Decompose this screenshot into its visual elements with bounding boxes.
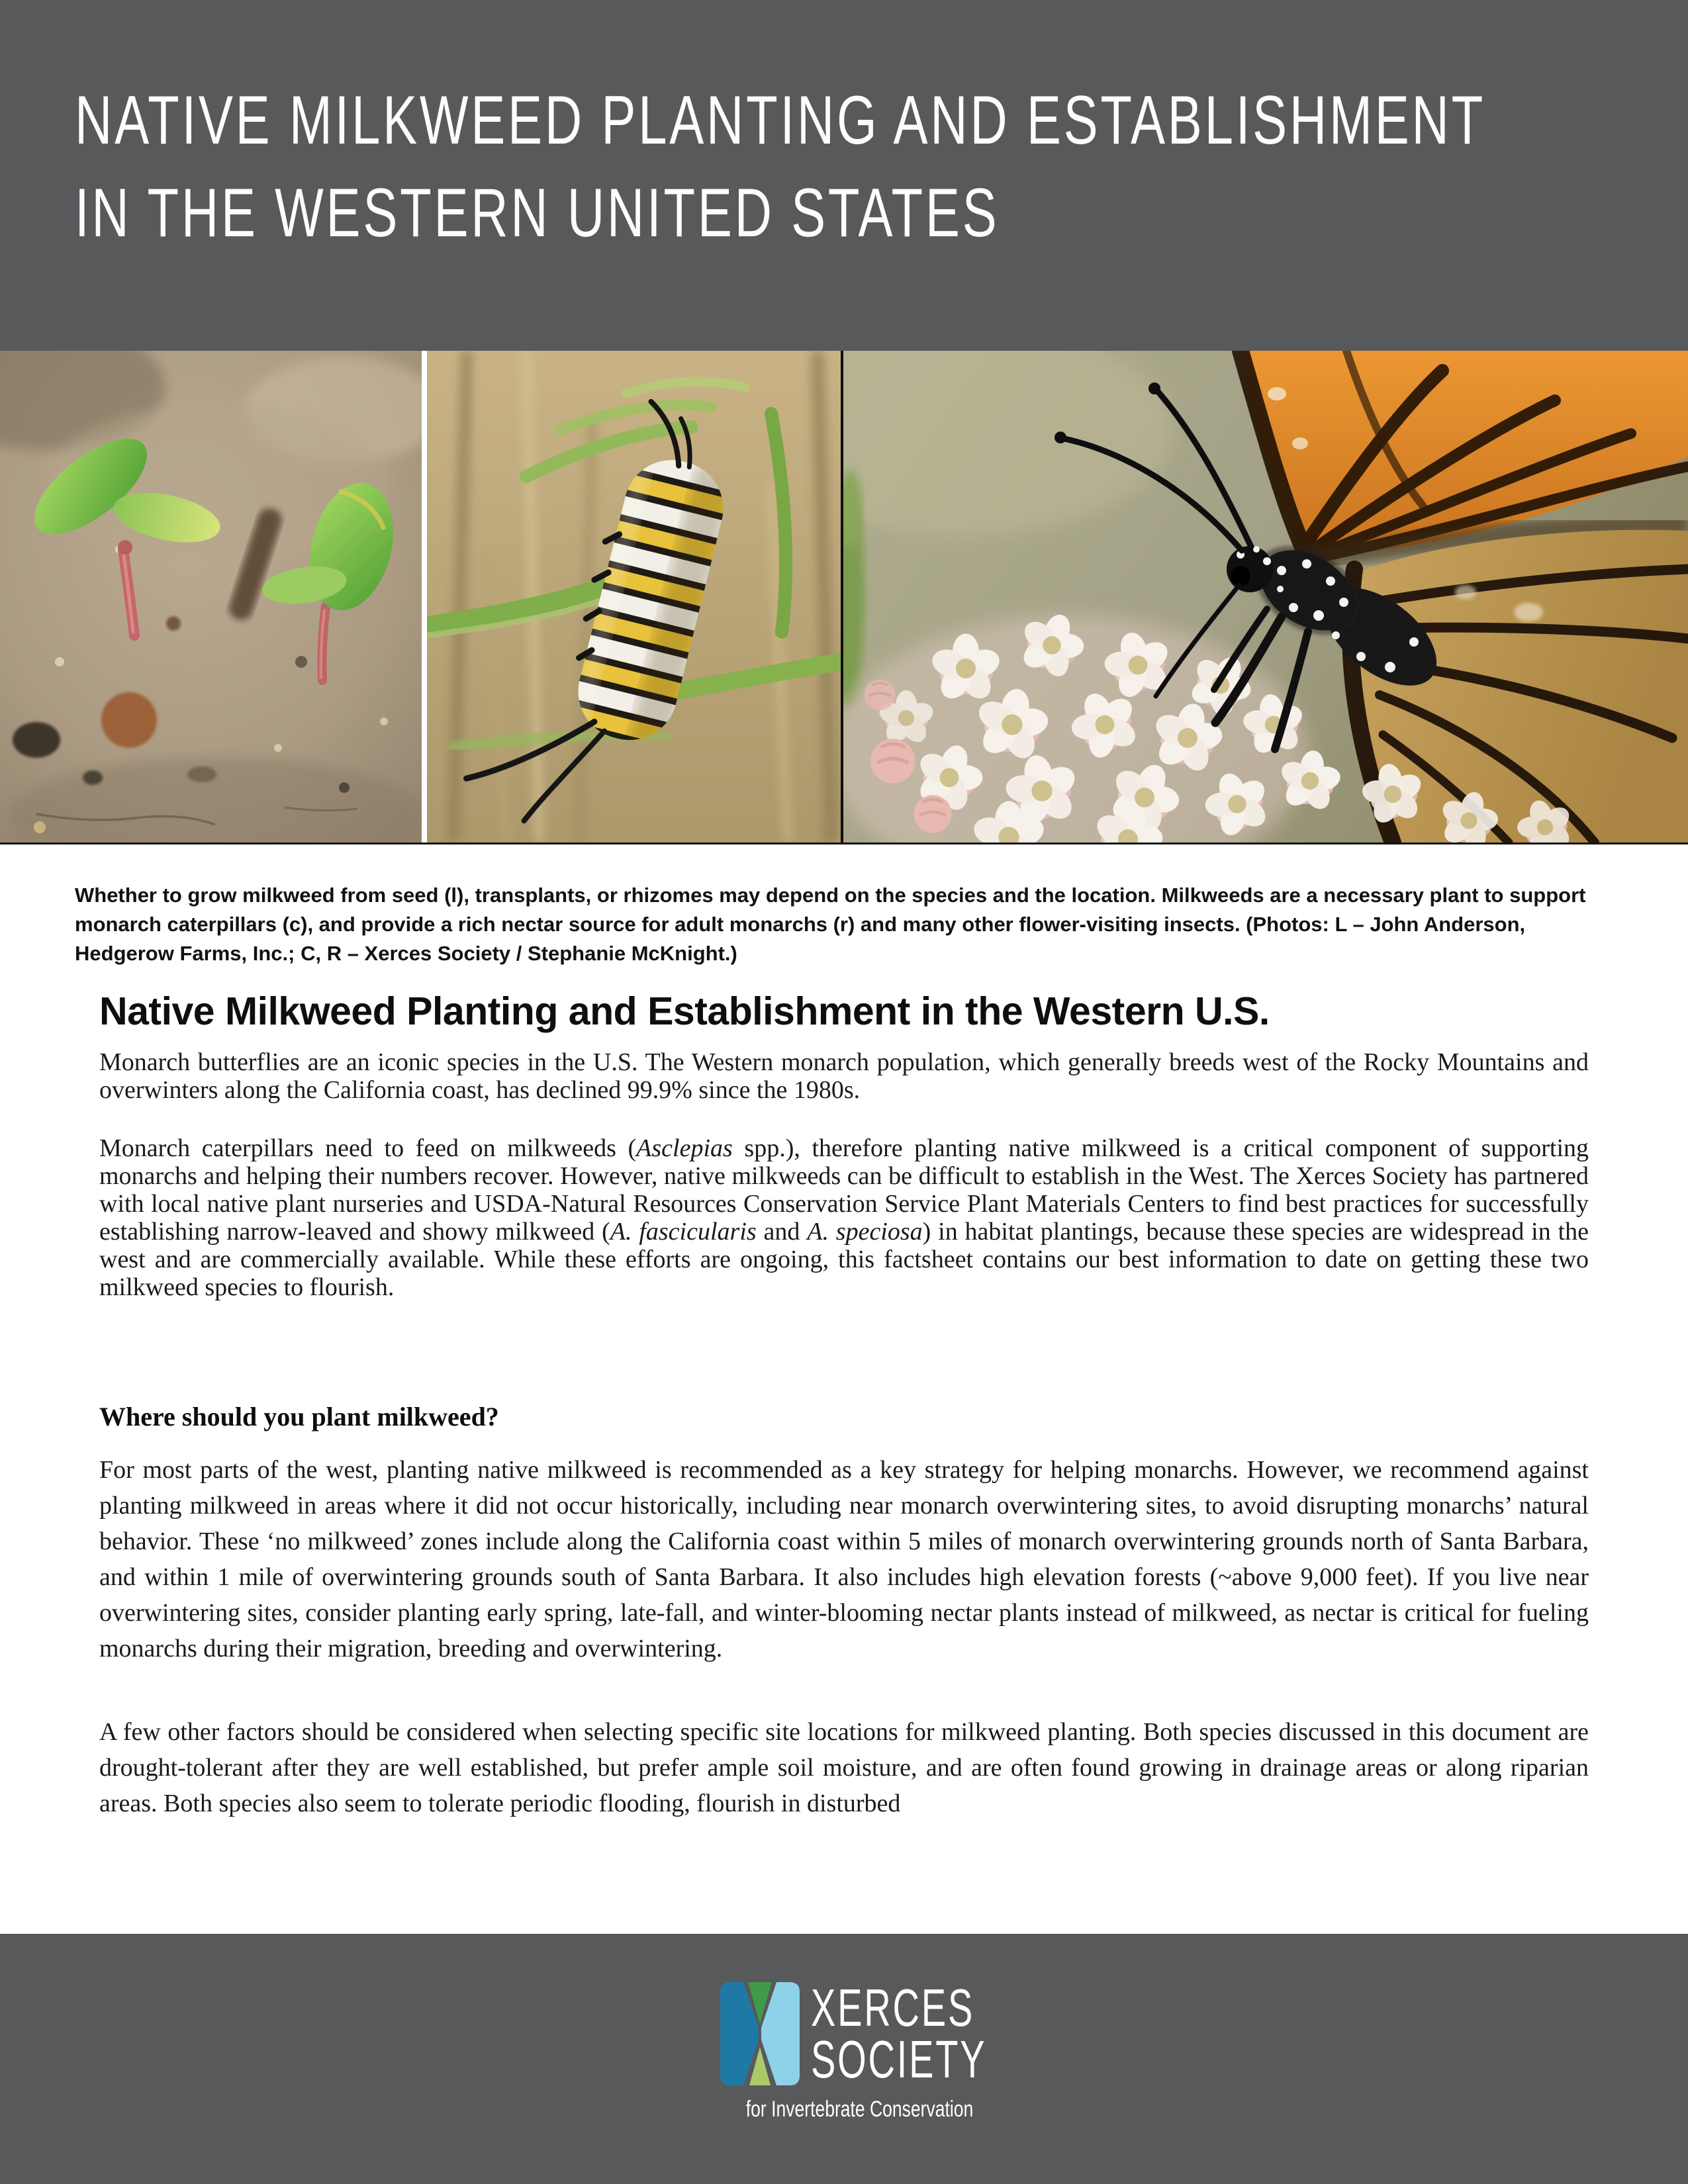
header-band bbox=[0, 0, 1688, 351]
article-heading: Native Milkweed Planting and Establishment in the Western U.S. bbox=[99, 989, 1270, 1033]
xerces-x-icon bbox=[718, 1980, 802, 2087]
photo-caption: Whether to grow milkweed from seed (l), transplants, or rhizomes may depend on the species and the location. Milkweeds are a necessary plant to support monarch caterpillars (c), and provide a rich nectar source for adult monarchs (r) and many other flower-visiting insects. (Photos: L – John Anderson, Hedgerow Farms, Inc.; C, R – Xerces Society / Stephanie McKnight.) bbox=[75, 884, 1586, 965]
caterpillar-illustration bbox=[427, 351, 841, 842]
photo-divider-white bbox=[422, 351, 427, 842]
logo-tagline: for Invertebrate Conservation bbox=[745, 2097, 974, 2122]
xerces-logo bbox=[718, 1978, 987, 2122]
logo-word-xerces: XERCES bbox=[811, 1978, 975, 2037]
seedlings-illustration bbox=[0, 351, 422, 842]
photo-milkweed-seedlings bbox=[0, 351, 422, 842]
butterfly-illustration bbox=[843, 351, 1688, 842]
footer-band bbox=[0, 1934, 1688, 2184]
page-title-line-1: NATIVE MILKWEED PLANTING AND ESTABLISHMENT bbox=[75, 82, 1485, 159]
paragraph-where-to-plant: For most parts of the west, planting native milkweed is recommended as a key strategy for helping monarchs. However, we recommend against planting milkweed in areas where it did not occur historically, including near monarch overwintering sites, to avoid disrupting monarchs’ natural behavior. These ‘no milkweed’ zones include along the California coast within 5 miles of monarch overwintering grounds north of Santa Barbara, and within 1 mile of overwintering grounds south of Santa Barbara. It also includes high elevation forests (~above 9,000 feet). If you live near overwintering sites, consider planting early spring, late-fall, and winter-blooming nectar plants instead of milkweed, as nectar is critical for fueling monarchs during their migration, breeding and overwintering. bbox=[99, 1456, 1589, 1662]
paragraph-background: Monarch caterpillars need to feed on milkweeds (Asclepias spp.), therefore planting native milkweed is a critical component of supporting monarchs and helping their numbers recover. However, native milkweeds can be difficult to establish in the West. The Xerces Society has partnered with local native plant nurseries and USDA-Natural Resources Conservation Service Plant Materials Centers to find best practices for successfully establishing narrow-leaved and showy milkweed (A. fascicularis and A. speciosa) in habitat plantings, because these species are widespread in the west and are commercially available. While these efforts are ongoing, this factsheet contains our best information to date on getting these two milkweed species to flourish. bbox=[99, 1134, 1589, 1301]
paragraph-site-factors: A few other factors should be considered when selecting specific site locations for milkweed planting. Both species discussed in this document are drought-tolerant after they are well established, but prefer ample soil moisture, and are often found growing in drainage areas or along riparian areas. Both species also seem to tolerate periodic flooding, flourish in disturbed bbox=[99, 1718, 1589, 1817]
section-subheading: Where should you plant milkweed? bbox=[99, 1402, 499, 1432]
paragraph-intro: Monarch butterflies are an iconic species in the U.S. The Western monarch population, which generally breeds west of the Rocky Mountains and overwinters along the California coast, has declined 99.9% since the 1980s. bbox=[99, 1048, 1589, 1104]
page-title-line-2: IN THE WESTERN UNITED STATES bbox=[75, 175, 1000, 251]
photo-monarch-caterpillar bbox=[427, 351, 841, 842]
article-body bbox=[99, 990, 1589, 1821]
photo-strip bbox=[0, 351, 1688, 844]
logo-word-society: SOCIETY bbox=[811, 2030, 987, 2089]
photo-monarch-butterfly bbox=[843, 351, 1688, 842]
